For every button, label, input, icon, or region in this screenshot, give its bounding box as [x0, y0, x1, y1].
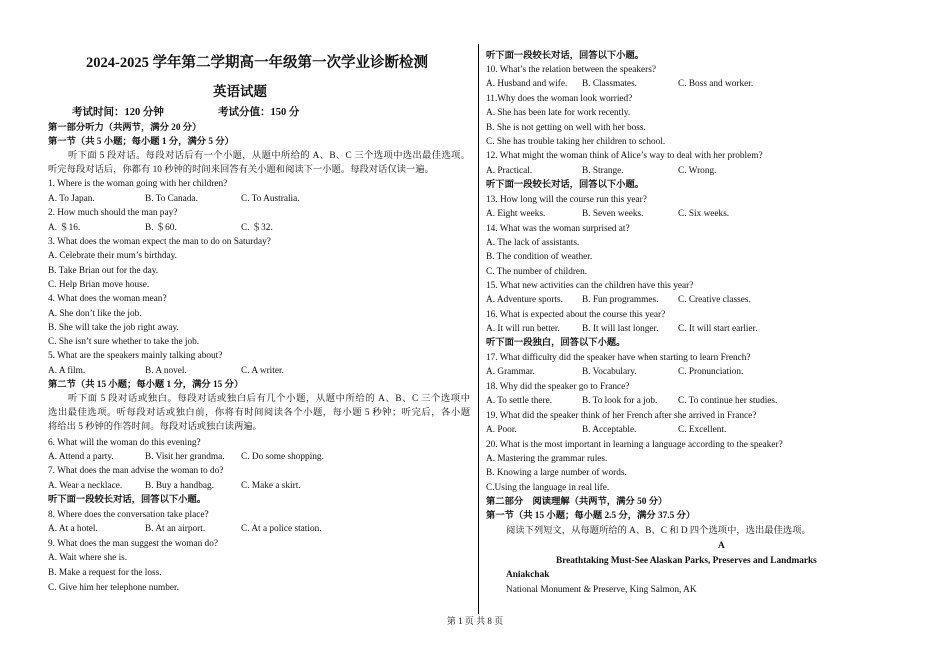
q11-option-c: C. She has trouble taking her children to school. [486, 137, 666, 147]
q13-option-c: C. Six weeks. [678, 209, 730, 219]
place-name: Aniakchak [506, 570, 550, 580]
part1-sec2-title: 第二节（共 15 小题；每小题 1 分，满分 15 分） [48, 380, 244, 390]
q9-option-a: A. Wait where she is. [48, 553, 128, 563]
q8-option-b: B. At an airport. [145, 524, 206, 534]
q17-stem: 17. What difficulty did the speaker have when starting to learn French? [486, 353, 751, 363]
q15-option-c: C. Creative classes. [678, 295, 751, 305]
part2-sec1-title: 第一节（共 15 小题；每小题 2.5 分，满分 37.5 分） [486, 511, 696, 521]
part1-sec2-instr-2: 选出最佳选项。听每段对话或独白前，你将有时间阅读各个小题，每小题 5 秒钟；听完后，各小题 [48, 408, 470, 418]
q20-option-c: C.Using the language in real life. [486, 483, 610, 493]
q8-option-c: C. At a police station. [241, 524, 322, 534]
q1-option-a: A. To Japan. [48, 194, 95, 204]
exam-score: 考试分值：150 分 [218, 107, 300, 118]
q6-option-a: A. Attend a party. [48, 452, 114, 462]
q11-stem: 11.Why does the woman look worried? [486, 94, 633, 104]
column-divider [478, 44, 479, 614]
q13-option-a: A. Eight weeks. [486, 209, 546, 219]
q16-option-a: A. It will run better. [486, 324, 560, 334]
q6-option-c: C. Do some shopping. [241, 452, 324, 462]
part1-sec1-instr-2: 听完每段对话后，你都有 10 秒钟的时间来回答有关小题和阅读下一小题。每段对话仅读一遍。 [48, 165, 434, 175]
q6-option-b: B. Visit her grandma. [145, 452, 225, 462]
q7-option-b: B. Buy a handbag. [145, 481, 214, 491]
q18-option-b: B. To look for a job. [582, 396, 658, 406]
part1-sec2-instr-3: 将给出 5 秒钟的作答时间。每段对话或独白读两遍。 [48, 422, 262, 432]
q7-stem: 7. What does the man advise the woman to do? [48, 466, 224, 476]
q20-option-a: A. Mastering the grammar rules. [486, 454, 608, 464]
q2-option-b: B. ＄60. [145, 223, 177, 233]
q1-stem: 1. Where is the woman going with her children? [48, 179, 228, 189]
q10-option-c: C. Boss and worker. [678, 79, 754, 89]
q5-stem: 5. What are the speakers mainly talking about? [48, 351, 223, 361]
q1-option-b: B. To Canada. [145, 194, 198, 204]
q2-stem: 2. How much should the man pay? [48, 208, 178, 218]
q14-option-a: A. The lack of assistants. [486, 238, 580, 248]
q10-option-b: B. Classmates. [582, 79, 638, 89]
q10-option-a: A. Husband and wife. [486, 79, 568, 89]
place-description: National Monument & Preserve, King Salmon, AK [506, 585, 697, 595]
q13-stem: 13. How long will the course run this year? [486, 195, 647, 205]
q2-option-a: A. ＄16. [48, 223, 81, 233]
subject-title: 英语试题 [213, 84, 267, 99]
q7-option-c: C. Make a skirt. [241, 481, 301, 491]
q20-stem: 20. What is the most important in learning a language according to the speaker? [486, 440, 783, 450]
q3-stem: 3. What does the woman expect the man to do on Saturday? [48, 237, 271, 247]
q15-option-b: B. Fun programmes. [582, 295, 659, 305]
part1-sec1-title: 第一节（共 5 小题；每小题 1 分，满分 5 分） [48, 137, 234, 147]
exam-time: 考试时间：120 分钟 [72, 107, 164, 118]
q16-stem: 16. What is expected about the course this year? [486, 310, 666, 320]
q12-stem: 12. What might the woman think of Alice’s way to deal with her problem? [486, 151, 763, 161]
q1-option-c: C. To Australia. [241, 194, 300, 204]
q9-option-b: B. Make a request for the loss. [48, 568, 162, 578]
q19-option-c: C. Excellent. [678, 425, 727, 435]
q19-option-b: B. Acceptable. [582, 425, 637, 435]
q14-option-c: C. The number of children. [486, 267, 588, 277]
q13-option-b: B. Seven weeks. [582, 209, 644, 219]
q5-option-b: B. A novel. [145, 366, 187, 376]
q17-option-b: B. Vocabulary. [582, 367, 637, 377]
q11-option-b: B. She is not getting on well with her boss. [486, 123, 646, 133]
q2-option-c: C. ＄32. [241, 223, 273, 233]
cue-q17-20: 听下面一段独白，回答以下小题。 [486, 338, 626, 348]
q5-option-a: A. A film. [48, 366, 86, 376]
q4-option-b: B. She will take the job right away. [48, 323, 179, 333]
q19-stem: 19. What did the speaker think of her French after she arrived in France? [486, 411, 757, 421]
q10-stem: 10. What’s the relation between the speakers? [486, 65, 656, 75]
q18-stem: 18. Why did the speaker go to France? [486, 382, 630, 392]
part2-instructions: 阅读下列短文，从每题所给的 A、B、C 和 D 四个选项中，选出最佳选项。 [506, 526, 811, 536]
part1-title: 第一部分听力（共两节，满分 20 分） [48, 123, 202, 133]
q16-option-b: B. It will last longer. [582, 324, 659, 334]
q11-option-a: A. She has been late for work recently. [486, 108, 631, 118]
q7-option-a: A. Wear a necklace. [48, 481, 123, 491]
q12-option-a: A. Practical. [486, 166, 533, 176]
cue-q13-16: 听下面一段较长对话，回答以下小题。 [486, 180, 645, 190]
q18-option-c: C. To continue her studies. [678, 396, 778, 406]
q14-stem: 14. What was the woman surprised at? [486, 224, 630, 234]
q3-option-c: C. Help Brian move house. [48, 280, 150, 290]
q15-stem: 15. What new activities can the children have this year? [486, 281, 694, 291]
q20-option-b: B. Knowing a large number of words. [486, 468, 627, 478]
q17-option-a: A. Grammar. [486, 367, 535, 377]
q14-option-b: B. The condition of weather. [486, 252, 593, 262]
q5-option-c: C. A writer. [241, 366, 284, 376]
q9-stem: 9. What does the man suggest the woman do? [48, 539, 218, 549]
q12-option-c: C. Wrong. [678, 166, 717, 176]
exam-title: 2024-2025 学年第二学期高一年级第一次学业诊断检测 [86, 55, 428, 71]
q15-option-a: A. Adventure sports. [486, 295, 563, 305]
q4-option-a: A. She don’t like the job. [48, 309, 142, 319]
passage-title: Breathtaking Must-See Alaskan Parks, Preserves and Landmarks [556, 556, 817, 566]
q16-option-c: C. It will start earlier. [678, 324, 758, 334]
q18-option-a: A. To settle there. [486, 396, 553, 406]
q17-option-c: C. Pronunciation. [678, 367, 744, 377]
q8-option-a: A. At a hotel. [48, 524, 98, 534]
q3-option-a: A. Celebrate their mum’s birthday. [48, 251, 178, 261]
q19-option-a: A. Poor. [486, 425, 517, 435]
q3-option-b: B. Take Brian out for the day. [48, 266, 159, 276]
q9-option-c: C. Give him her telephone number. [48, 583, 179, 593]
q6-stem: 6. What will the woman do this evening? [48, 438, 201, 448]
q12-option-b: B. Strange. [582, 166, 624, 176]
cue-q10-12: 听下面一段较长对话，回答以下小题。 [486, 51, 645, 61]
part1-sec1-instr-1: 听下面 5 段对话。每段对话后有一个小题，从题中所给的 A、B、C 三个选项中选出最佳选项。 [68, 151, 470, 161]
q8-stem: 8. Where does the conversation take place? [48, 510, 209, 520]
part1-sec2-instr-1: 听下面 5 段对话或独白。每段对话或独白后有几个小题，从题中所给的 A、B、C 三个选项中 [68, 394, 470, 404]
passage-letter: A [718, 541, 725, 551]
q4-stem: 4. What does the woman mean? [48, 294, 167, 304]
page-footer: 第 1 页 共 8 页 [446, 616, 504, 626]
cue-q8-9: 听下面一段较长对话，回答以下小题。 [48, 495, 207, 505]
q4-option-c: C. She isn’t sure whether to take the job. [48, 337, 200, 347]
part2-title: 第二部分 阅读理解（共两节，满分 50 分） [486, 497, 668, 507]
